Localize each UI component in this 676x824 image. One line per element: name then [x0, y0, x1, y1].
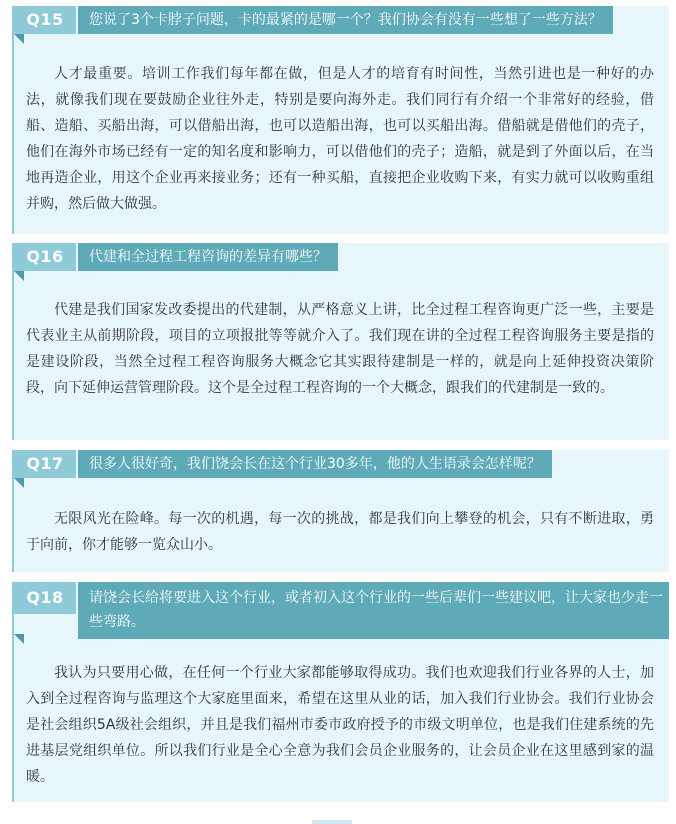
answer-text: 我认为只要用心做，在任何一个行业大家都能够取得成功。我们也欢迎我们行业各界的人士，加入到全过程咨询与监理这个大家庭里面来，希望在这里从业的话，加入我们行业协会。我们行业协会是社会组织5A级社会组织，并且是我们福州市委市政府授予的市级文明单位，也是我们住建系统的先进基层党组织单位。所以我们行业是全心全意为我们会员企业服务的，让会员企业在这里感到家的温暖。: [26, 665, 654, 785]
answer-text: 无限风光在险峰。每一次的机遇，每一次的挑战，都是我们向上攀登的机会，只有不断进取，勇于向前，你才能够一览众山小。: [26, 511, 654, 553]
question-number: Q16: [14, 243, 76, 271]
qa-card-q15: [12, 6, 669, 234]
question-text: 您说了3个卡脖子问题，卡的最紧的是哪一个？我们协会有没有一些想了一些方法？: [78, 6, 613, 34]
question-text: 代建和全过程工程咨询的差异有哪些？: [78, 243, 338, 271]
qa-card-q18: [12, 582, 669, 802]
tag-fold-decoration: [14, 34, 24, 44]
answer-text: 代建是我们国家发改委提出的代建制，从严格意义上讲，比全过程工程咨询更广泛一些，主要是代表业主从前期阶段，项目的立项报批等等就介入了。我们现在讲的全过程工程咨询服务主要是指的是建设阶段，当然全过程工程咨询服务大概念它其实跟待建制是一样的，就是向上延伸投资决策阶段，向下延伸运营管理阶段。这个是全过程工程咨询的一个大概念，跟我们的代建制是一致的。: [26, 302, 654, 396]
question-number: Q15: [14, 6, 76, 34]
qa-card-q17: [12, 450, 669, 572]
qa-card-q16: [12, 243, 669, 440]
tag-fold-decoration: [14, 634, 24, 644]
tag-fold-decoration: [14, 271, 24, 281]
answer-text: 人才最重要。培训工作我们每年都在做，但是人才的培育有时间性，当然引进也是一种好的办法，就像我们现在要鼓励企业往外走，特别是要向海外走。我们同行有介绍一个非常好的经验，借船、造船、买船出海，可以借船出海，也可以造船出海，也可以买船出海。借船就是借他们的壳子，他们在海外市场已经有一定的知名度和影响力，可以借他们的壳子；造船，就是到了外面以后，在当地再造企业，用这个企业再来接业务；还有一种买船，直接把企业收购下来，有实力就可以收购重组并购，然后做大做强。: [26, 66, 654, 212]
question-text: 很多人很好奇，我们饶会长在这个行业30多年，他的人生语录会怎样呢？: [78, 450, 552, 478]
bottom-divider-decoration: [312, 820, 352, 824]
question-text: 请饶会长给将要进入这个行业，或者初入这个行业的一些后辈们一些建议吧，让大家也少走一些弯路。: [78, 582, 669, 639]
question-number: Q18: [14, 582, 76, 614]
question-number: Q17: [14, 450, 76, 478]
tag-fold-decoration: [14, 478, 24, 488]
